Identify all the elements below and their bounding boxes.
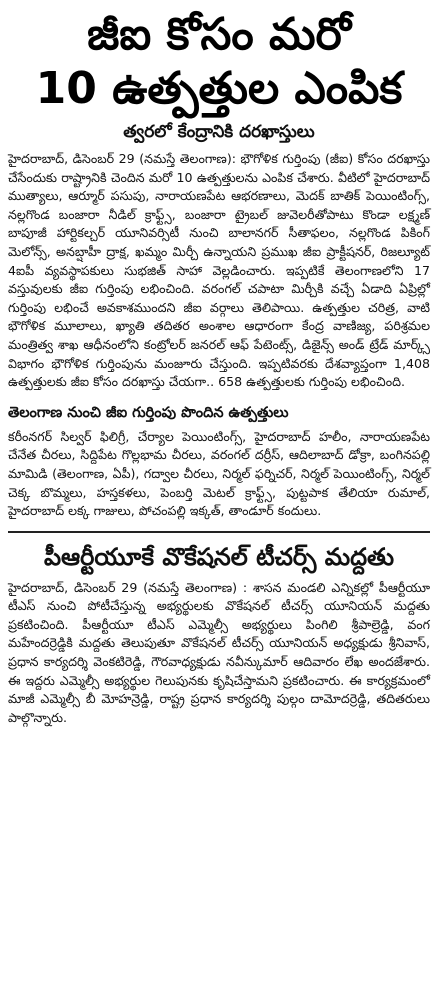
article1-body: హైదరాబాద్, డిసెంబర్ 29 (నమస్తే తెలంగాణ): భౌగోళిక గుర్తింపు (జీఐ) కోసం దరఖాస్తు చేసేందుకు రాష్ట్రానికి చెందిన మరో 10 ఉత్పత్తులను ఎంపిక చేశారు. వీటిలో హైదరాబాద్ ముత్యాలు, ఆర్మూర్ పసుపు, నారాయణపేట ఆభరణాలు, మెదక్ బాతిక్ పెయింటింగ్స్, నల్లగొండ బంజారా నీడిల్ క్రాఫ్ట్స్, బంజారా ట్రైబల్ జువెలరీతోపాటు కొండా లక్ష్మణ్ బాపూజీ హార్టికల్చర్ యూనివర్సిటీ నుంచి బాలానగర్ సీతాఫలం, నల్లగొండ పికింగ్ మెలోన్స్, అనబ్షాహీ ద్రాక్ష, ఖమ్మం మిర్చీ ఉన్నాయని ప్రముఖ జీఐ ప్రాక్టీషనర్, రిజల్యూట్ 4ఐపీ వ్యవస్థాపకులు సుభజిత్ సాహా వెల్లడించారు. ఇప్పటికే తెలంగాణలోని 17 వస్తువులకు జీఐ గుర్తింపు లభించింది. వరంగల్ చపాటా మిర్చీకి వచ్చే ఏడాది ఏప్రిల్లో గుర్తింపు లభించే అవకాశముందని జీఐ వర్గాలు తెలిపాయి. ఉత్పత్తుల చరిత్ర, వాటి భౌగోళిక మూలాలు, ఖ్యాతి తదితర అంశాల ఆధారంగా కేంద్ర వాణిజ్య, పరిశ్రమల మంత్రిత్వ శాఖ ఆధీనంలోని కంట్రోలర్ జనరల్ ఆఫ్ పేటెంట్స్, డిజైన్స్ అండ్ ట్రేడ్ మార్క్స్ విభాగం భౌగోళిక గుర్తింపును మంజూరు చేస్తుంది. ఇప్పటివరకు దేశవ్యాప్తంగా 1,408 ఉత్పత్తులకు జీఐ కోసం దరఖాస్తు చేయగా.. 658 ఉత్పత్తులకు గుర్తింపు లభించింది. [8,151,430,390]
article1-headline [8,8,430,116]
article2-headline: పీఆర్టీయూకే వొకేషనల్ టీచర్స్ మద్దతు [43,542,395,571]
headline-line-1: జీఐ కోసం మరో [87,9,351,60]
article2-body: హైదరాబాద్, డిసెంబర్ 29 (నమస్తే తెలంగాణ) : శాసన మండలి ఎన్నికల్లో పీఆర్టీయూ టీఎస్ నుంచి పోటీచేస్తున్న అభ్యర్థులకు వొకేషనల్ టీచర్స్ యూనియన్ మద్దతు ప్రకటించింది. పీఆర్టీయూ టీఎస్ ఎమ్మెల్సీ అభ్యర్థులు పింగిలి శ్రీపాల్రెడ్డి, వంగ మహేందర్రెడ్డికి మద్దతు తెలుపుతూ వొకేషనల్ టీచర్స్ యూనియన్ అధ్యక్షుడు శ్రీనివాస్, ప్రధాన కార్యదర్శి వెంకటిరెడ్డి, గౌరవాధ్యక్షుడు నవీన్కుమార్ ఆదివారం లేఖ అందజేశారు. ఈ ఇద్దరు ఎమ్మెల్సీ అభ్యర్థుల గెలుపునకు కృషిచేస్తామని ప్రకటించారు. ఈ కార్యక్రమంలో మాజీ ఎమ్మెల్సీ బీ మోహన్రెడ్డి, రాష్ట్ర ప్రధాన కార్యదర్శి పుల్గం దామోదర్రెడ్డి, తదితరులు పాల్గొన్నారు. [8,579,430,725]
products-section-heading: తెలంగాణ నుంచి జీఐ గుర్తింపు పొందిన ఉత్పత్తులు [8,404,289,421]
article1-subheadline: త్వరలో కేంద్రానికి దరఖాస్తులు [123,122,315,142]
products-list: కరీంనగర్ సిల్వర్ ఫిలిగ్రీ, చేర్యాల పెయింటింగ్స్, హైదరాబాద్ హలీం, నారాయణపేట చేనేత చీరలు, సిద్దిపేట గొల్లభామ చీరలు, వరంగల్ దర్రీస్, ఆదిలాబాద్ డోక్రా, బంగినపల్లి మామిడి (తెలంగాణ, ఏపీ), గద్వాల చీరలు, నిర్మల్ ఫర్నిచర్, నిర్మల్ పెయింటింగ్స్, నిర్మల్ చెక్క బొమ్మలు, హస్తకళలు, పెంబర్తి మెటల్ క్రాఫ్ట్స్, పుట్టపాక తేలియా రుమాల్, హైదరాబాద్ లక్క గాజులు, పోచంపల్లి ఇక్కత్, తాండూర్ కందులు. [8,428,430,519]
article-divider [8,531,430,533]
headline-line-2: 10 ఉత్పత్తుల ఎంపిక [35,63,403,114]
